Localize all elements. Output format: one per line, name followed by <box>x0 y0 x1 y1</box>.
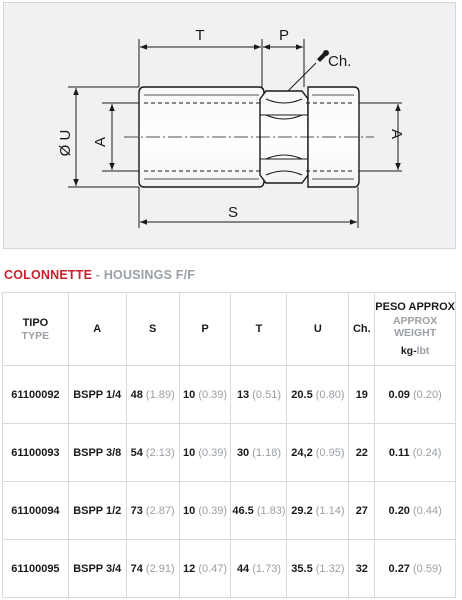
dim-ch-label: Ch. <box>328 53 352 70</box>
cell-p: 10 (0.39) <box>179 366 231 424</box>
cell-p: 10 (0.39) <box>179 482 231 540</box>
cell-weight: 0.20 (0.44) <box>375 482 456 540</box>
title-gray: HOUSINGS F/F <box>103 268 196 282</box>
dim-u-label: Ø U <box>57 129 74 157</box>
cell-s: 74 (2.91) <box>126 540 179 598</box>
dim-p-label: P <box>278 27 290 44</box>
cell-a: BSPP 3/8 <box>68 424 126 482</box>
title-separator: - <box>92 268 104 282</box>
dim-s-label: S <box>227 204 239 221</box>
ch-leader <box>288 50 329 91</box>
table-row <box>3 366 456 424</box>
dim-a-left-label: A <box>92 136 109 148</box>
cell-ch: 32 <box>349 540 375 598</box>
col-header-t: T <box>231 293 287 366</box>
table-row <box>3 540 456 598</box>
cell-t: 13 (0.51) <box>231 366 287 424</box>
table-row <box>3 424 456 482</box>
col-header-a: A <box>68 293 126 366</box>
cell-code: 61100093 <box>3 424 69 482</box>
dim-t-label: T <box>195 27 205 44</box>
cell-ch: 22 <box>349 424 375 482</box>
cell-p: 12 (0.47) <box>179 540 231 598</box>
housing-drawing-svg <box>4 3 457 250</box>
table-header-row <box>3 293 456 366</box>
cell-a: BSPP 1/2 <box>68 482 126 540</box>
col-header-weight: PESO APPROX APPROX WEIGHT kg-lbt <box>375 293 456 366</box>
cell-code: 61100095 <box>3 540 69 598</box>
cell-t: 46.5 (1.83) <box>231 482 287 540</box>
title-red: COLONNETTE <box>4 268 93 282</box>
cell-ch: 27 <box>349 482 375 540</box>
col-header-s: S <box>126 293 179 366</box>
cell-u: 29.2 (1.14) <box>287 482 349 540</box>
dim-a-right-label: A <box>388 128 405 140</box>
cell-u: 35.5 (1.32) <box>287 540 349 598</box>
technical-drawing <box>3 2 456 249</box>
cell-t: 44 (1.73) <box>231 540 287 598</box>
cell-code: 61100092 <box>3 366 69 424</box>
col-header-type: TIPO TYPE <box>3 293 69 366</box>
cell-a: BSPP 1/4 <box>68 366 126 424</box>
table-row <box>3 482 456 540</box>
section-title <box>4 268 195 282</box>
spec-table <box>2 292 456 598</box>
cell-u: 24,2 (0.95) <box>287 424 349 482</box>
cell-p: 10 (0.39) <box>179 424 231 482</box>
cell-weight: 0.11 (0.24) <box>375 424 456 482</box>
cell-code: 61100094 <box>3 482 69 540</box>
col-header-ch: Ch. <box>349 293 375 366</box>
col-header-p: P <box>179 293 231 366</box>
cell-s: 54 (2.13) <box>126 424 179 482</box>
cell-u: 20.5 (0.80) <box>287 366 349 424</box>
cell-a: BSPP 3/4 <box>68 540 126 598</box>
cell-ch: 19 <box>349 366 375 424</box>
cell-weight: 0.09 (0.20) <box>375 366 456 424</box>
cell-s: 48 (1.89) <box>126 366 179 424</box>
col-header-u: U <box>287 293 349 366</box>
cell-s: 73 (2.87) <box>126 482 179 540</box>
cell-weight: 0.27 (0.59) <box>375 540 456 598</box>
cell-t: 30 (1.18) <box>231 424 287 482</box>
